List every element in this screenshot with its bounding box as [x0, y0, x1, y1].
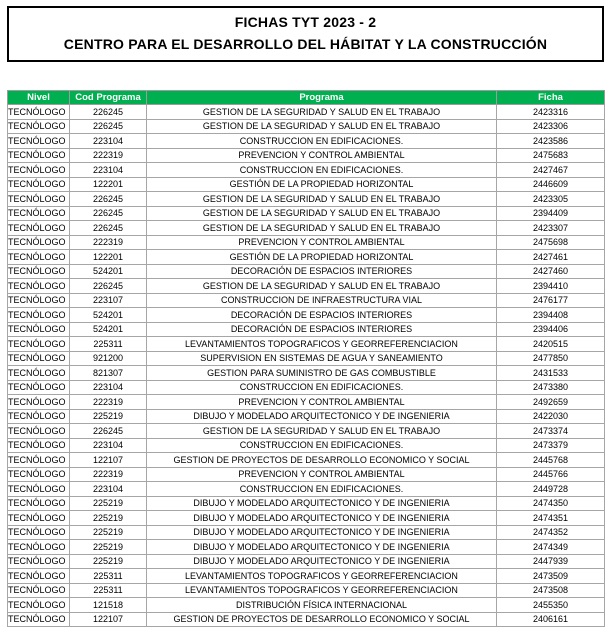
cell-cod-programa: 524201: [70, 264, 147, 279]
cell-programa: PREVENCION Y CONTROL AMBIENTAL: [147, 235, 497, 250]
cell-ficha: 2427467: [497, 163, 605, 178]
cell-ficha: 2474349: [497, 540, 605, 555]
table-row: [8, 554, 605, 569]
cell-programa: GESTION DE LA SEGURIDAD Y SALUD EN EL TRABAJO: [147, 192, 497, 207]
cell-cod-programa: 225219: [70, 525, 147, 540]
cell-nivel: TECNÓLOGO: [8, 351, 70, 366]
document-title-box: [7, 6, 604, 62]
table-row: [8, 424, 605, 439]
cell-ficha: 2394408: [497, 308, 605, 323]
cell-programa: GESTION DE LA SEGURIDAD Y SALUD EN EL TRABAJO: [147, 206, 497, 221]
cell-programa: GESTION DE LA SEGURIDAD Y SALUD EN EL TRABAJO: [147, 105, 497, 120]
table-row: [8, 192, 605, 207]
table-row: [8, 395, 605, 410]
column-header-programa: Programa: [147, 91, 497, 105]
cell-ficha: 2423306: [497, 119, 605, 134]
cell-ficha: 2477850: [497, 351, 605, 366]
cell-programa: LEVANTAMIENTOS TOPOGRAFICOS Y GEORREFERENCIACION: [147, 337, 497, 352]
cell-nivel: TECNÓLOGO: [8, 569, 70, 584]
table-row: [8, 148, 605, 163]
cell-nivel: TECNÓLOGO: [8, 496, 70, 511]
table-row: [8, 250, 605, 265]
cell-cod-programa: 223104: [70, 438, 147, 453]
cell-cod-programa: 223104: [70, 163, 147, 178]
table-row: [8, 105, 605, 120]
cell-cod-programa: 122201: [70, 177, 147, 192]
cell-cod-programa: 225219: [70, 511, 147, 526]
cell-nivel: TECNÓLOGO: [8, 163, 70, 178]
cell-nivel: TECNÓLOGO: [8, 235, 70, 250]
cell-cod-programa: 226245: [70, 119, 147, 134]
cell-nivel: TECNÓLOGO: [8, 148, 70, 163]
cell-programa: CONSTRUCCION DE INFRAESTRUCTURA VIAL: [147, 293, 497, 308]
cell-ficha: 2474351: [497, 511, 605, 526]
table-header-row: [8, 91, 605, 105]
cell-cod-programa: 122107: [70, 612, 147, 627]
cell-nivel: TECNÓLOGO: [8, 453, 70, 468]
cell-cod-programa: 226245: [70, 279, 147, 294]
cell-programa: CONSTRUCCION EN EDIFICACIONES.: [147, 380, 497, 395]
column-header-ficha: Ficha: [497, 91, 605, 105]
cell-cod-programa: 226245: [70, 221, 147, 236]
cell-programa: GESTION DE PROYECTOS DE DESARROLLO ECONOMICO Y SOCIAL: [147, 453, 497, 468]
table-row: [8, 598, 605, 613]
cell-programa: DECORACIÓN DE ESPACIOS INTERIORES: [147, 308, 497, 323]
table-row: [8, 235, 605, 250]
cell-nivel: TECNÓLOGO: [8, 322, 70, 337]
cell-cod-programa: 524201: [70, 308, 147, 323]
cell-ficha: 2473379: [497, 438, 605, 453]
table-row: [8, 119, 605, 134]
cell-cod-programa: 223107: [70, 293, 147, 308]
table-row: [8, 569, 605, 584]
cell-programa: GESTIÓN DE LA PROPIEDAD HORIZONTAL: [147, 177, 497, 192]
cell-nivel: TECNÓLOGO: [8, 380, 70, 395]
table-row: [8, 308, 605, 323]
cell-nivel: TECNÓLOGO: [8, 395, 70, 410]
table-row: [8, 453, 605, 468]
table-row: [8, 163, 605, 178]
cell-programa: DIBUJO Y MODELADO ARQUITECTONICO Y DE INGENIERIA: [147, 496, 497, 511]
cell-ficha: 2476177: [497, 293, 605, 308]
cell-cod-programa: 222319: [70, 467, 147, 482]
cell-ficha: 2473374: [497, 424, 605, 439]
cell-programa: LEVANTAMIENTOS TOPOGRAFICOS Y GEORREFERENCIACION: [147, 583, 497, 598]
cell-nivel: TECNÓLOGO: [8, 264, 70, 279]
cell-cod-programa: 226245: [70, 192, 147, 207]
table-row: [8, 293, 605, 308]
cell-nivel: TECNÓLOGO: [8, 192, 70, 207]
cell-programa: GESTION DE LA SEGURIDAD Y SALUD EN EL TRABAJO: [147, 424, 497, 439]
cell-ficha: 2446609: [497, 177, 605, 192]
cell-nivel: TECNÓLOGO: [8, 221, 70, 236]
table-row: [8, 206, 605, 221]
cell-ficha: 2474352: [497, 525, 605, 540]
cell-ficha: 2492659: [497, 395, 605, 410]
cell-nivel: TECNÓLOGO: [8, 250, 70, 265]
table-row: [8, 322, 605, 337]
cell-cod-programa: 225311: [70, 583, 147, 598]
cell-programa: CONSTRUCCION EN EDIFICACIONES.: [147, 438, 497, 453]
cell-cod-programa: 122201: [70, 250, 147, 265]
cell-ficha: 2431533: [497, 366, 605, 381]
cell-nivel: TECNÓLOGO: [8, 583, 70, 598]
cell-nivel: TECNÓLOGO: [8, 366, 70, 381]
cell-cod-programa: 222319: [70, 148, 147, 163]
table-row: [8, 467, 605, 482]
cell-nivel: TECNÓLOGO: [8, 337, 70, 352]
cell-programa: CONSTRUCCION EN EDIFICACIONES.: [147, 134, 497, 149]
column-header-cod-programa: Cod Programa: [70, 91, 147, 105]
cell-cod-programa: 223104: [70, 134, 147, 149]
cell-ficha: 2423316: [497, 105, 605, 120]
cell-nivel: TECNÓLOGO: [8, 206, 70, 221]
cell-programa: PREVENCION Y CONTROL AMBIENTAL: [147, 467, 497, 482]
cell-programa: DISTRIBUCIÓN FÍSICA INTERNACIONAL: [147, 598, 497, 613]
table-row: [8, 612, 605, 627]
cell-nivel: TECNÓLOGO: [8, 293, 70, 308]
table-row: [8, 482, 605, 497]
cell-cod-programa: 225219: [70, 409, 147, 424]
cell-nivel: TECNÓLOGO: [8, 308, 70, 323]
cell-cod-programa: 226245: [70, 105, 147, 120]
table-row: [8, 221, 605, 236]
cell-cod-programa: 225219: [70, 554, 147, 569]
cell-nivel: TECNÓLOGO: [8, 177, 70, 192]
cell-ficha: 2427460: [497, 264, 605, 279]
cell-cod-programa: 222319: [70, 235, 147, 250]
cell-cod-programa: 225219: [70, 540, 147, 555]
cell-ficha: 2475683: [497, 148, 605, 163]
cell-nivel: TECNÓLOGO: [8, 105, 70, 120]
cell-ficha: 2406161: [497, 612, 605, 627]
cell-cod-programa: 223104: [70, 482, 147, 497]
cell-ficha: 2394410: [497, 279, 605, 294]
cell-nivel: TECNÓLOGO: [8, 424, 70, 439]
table-row: [8, 134, 605, 149]
cell-ficha: 2475698: [497, 235, 605, 250]
cell-cod-programa: 821307: [70, 366, 147, 381]
cell-programa: PREVENCION Y CONTROL AMBIENTAL: [147, 148, 497, 163]
cell-programa: DECORACIÓN DE ESPACIOS INTERIORES: [147, 264, 497, 279]
cell-nivel: TECNÓLOGO: [8, 134, 70, 149]
cell-cod-programa: 222319: [70, 395, 147, 410]
cell-ficha: 2445768: [497, 453, 605, 468]
cell-ficha: 2394406: [497, 322, 605, 337]
document-title: FICHAS TYT 2023 - 2: [234, 14, 377, 30]
table-row: [8, 351, 605, 366]
cell-cod-programa: 921200: [70, 351, 147, 366]
cell-nivel: TECNÓLOGO: [8, 612, 70, 627]
cell-programa: DIBUJO Y MODELADO ARQUITECTONICO Y DE INGENIERIA: [147, 409, 497, 424]
cell-cod-programa: 524201: [70, 322, 147, 337]
cell-cod-programa: 225219: [70, 496, 147, 511]
cell-ficha: 2473509: [497, 569, 605, 584]
cell-ficha: 2445766: [497, 467, 605, 482]
cell-programa: GESTION DE LA SEGURIDAD Y SALUD EN EL TRABAJO: [147, 119, 497, 134]
table-row: [8, 409, 605, 424]
cell-programa: DIBUJO Y MODELADO ARQUITECTONICO Y DE INGENIERIA: [147, 511, 497, 526]
cell-programa: GESTION DE LA SEGURIDAD Y SALUD EN EL TRABAJO: [147, 279, 497, 294]
cell-cod-programa: 225311: [70, 337, 147, 352]
cell-programa: GESTION DE LA SEGURIDAD Y SALUD EN EL TRABAJO: [147, 221, 497, 236]
cell-nivel: TECNÓLOGO: [8, 598, 70, 613]
cell-ficha: 2423305: [497, 192, 605, 207]
cell-nivel: TECNÓLOGO: [8, 279, 70, 294]
table-row: [8, 380, 605, 395]
cell-cod-programa: 226245: [70, 424, 147, 439]
cell-programa: DIBUJO Y MODELADO ARQUITECTONICO Y DE INGENIERIA: [147, 525, 497, 540]
cell-nivel: TECNÓLOGO: [8, 467, 70, 482]
cell-ficha: 2394409: [497, 206, 605, 221]
document-subtitle: CENTRO PARA EL DESARROLLO DEL HÁBITAT Y LA CONSTRUCCIÓN: [63, 36, 548, 52]
cell-programa: DIBUJO Y MODELADO ARQUITECTONICO Y DE INGENIERIA: [147, 540, 497, 555]
cell-ficha: 2422030: [497, 409, 605, 424]
cell-programa: DECORACIÓN DE ESPACIOS INTERIORES: [147, 322, 497, 337]
cell-ficha: 2447939: [497, 554, 605, 569]
table-row: [8, 496, 605, 511]
cell-cod-programa: 226245: [70, 206, 147, 221]
cell-ficha: 2473380: [497, 380, 605, 395]
cell-nivel: TECNÓLOGO: [8, 409, 70, 424]
table-row: [8, 177, 605, 192]
cell-nivel: TECNÓLOGO: [8, 554, 70, 569]
cell-programa: GESTIÓN DE LA PROPIEDAD HORIZONTAL: [147, 250, 497, 265]
cell-ficha: 2423307: [497, 221, 605, 236]
cell-cod-programa: 225311: [70, 569, 147, 584]
cell-ficha: 2420515: [497, 337, 605, 352]
cell-programa: SUPERVISION EN SISTEMAS DE AGUA Y SANEAMIENTO: [147, 351, 497, 366]
cell-programa: GESTION DE PROYECTOS DE DESARROLLO ECONOMICO Y SOCIAL: [147, 612, 497, 627]
table-row: [8, 337, 605, 352]
table-row: [8, 438, 605, 453]
cell-ficha: 2473508: [497, 583, 605, 598]
cell-cod-programa: 121518: [70, 598, 147, 613]
cell-programa: PREVENCION Y CONTROL AMBIENTAL: [147, 395, 497, 410]
cell-nivel: TECNÓLOGO: [8, 540, 70, 555]
cell-ficha: 2455350: [497, 598, 605, 613]
fichas-table: [7, 90, 605, 627]
cell-nivel: TECNÓLOGO: [8, 119, 70, 134]
cell-cod-programa: 223104: [70, 380, 147, 395]
cell-programa: GESTION PARA SUMINISTRO DE GAS COMBUSTIBLE: [147, 366, 497, 381]
cell-ficha: 2423586: [497, 134, 605, 149]
table-row: [8, 279, 605, 294]
table-row: [8, 511, 605, 526]
cell-ficha: 2449728: [497, 482, 605, 497]
table-row: [8, 583, 605, 598]
table-row: [8, 525, 605, 540]
cell-programa: CONSTRUCCION EN EDIFICACIONES.: [147, 163, 497, 178]
cell-programa: LEVANTAMIENTOS TOPOGRAFICOS Y GEORREFERENCIACION: [147, 569, 497, 584]
table-row: [8, 264, 605, 279]
table-row: [8, 366, 605, 381]
cell-nivel: TECNÓLOGO: [8, 511, 70, 526]
cell-ficha: 2474350: [497, 496, 605, 511]
column-header-nivel: Nivel: [8, 91, 70, 105]
cell-nivel: TECNÓLOGO: [8, 438, 70, 453]
cell-nivel: TECNÓLOGO: [8, 525, 70, 540]
cell-ficha: 2427461: [497, 250, 605, 265]
cell-programa: DIBUJO Y MODELADO ARQUITECTONICO Y DE INGENIERIA: [147, 554, 497, 569]
cell-nivel: TECNÓLOGO: [8, 482, 70, 497]
table-row: [8, 540, 605, 555]
cell-cod-programa: 122107: [70, 453, 147, 468]
table-body: [8, 105, 605, 627]
cell-programa: CONSTRUCCION EN EDIFICACIONES.: [147, 482, 497, 497]
